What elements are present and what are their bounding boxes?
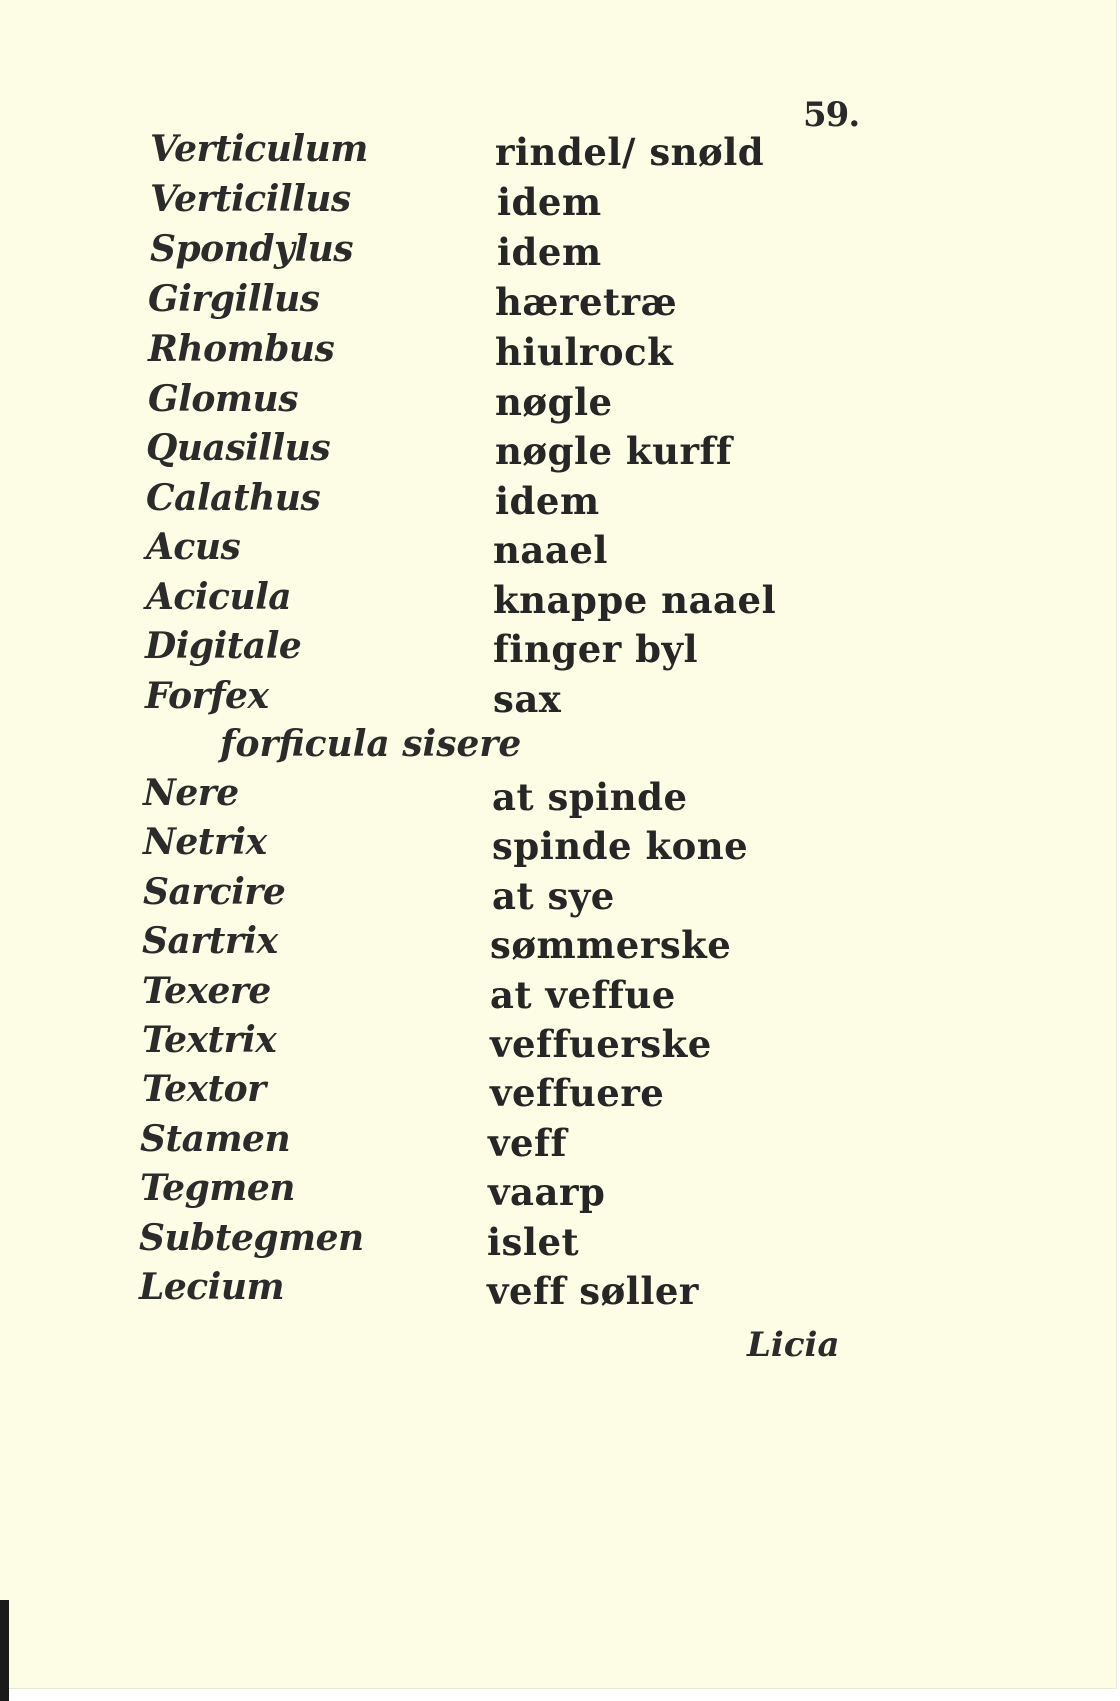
catchword: Licia [747,1325,840,1365]
latin-term: Sarcire [143,871,286,913]
latin-term: Subtegmen [139,1217,364,1259]
latin-term: Calathus [146,477,321,519]
danish-term: veffuerske [490,1022,712,1066]
page-number: 59. [803,95,860,135]
latin-term: Tegmen [140,1167,295,1209]
danish-term: idem [495,479,600,523]
danish-term: at veffue [490,973,676,1017]
latin-term: Spondylus [150,228,354,270]
danish-term: islet [487,1220,580,1264]
danish-term: hæretræ [495,280,678,324]
sub-entry: forficula sisere [220,723,522,765]
latin-term: Girgillus [148,278,320,320]
latin-term: Textor [142,1068,266,1110]
danish-term: idem [497,180,602,224]
danish-term: finger byl [493,627,699,671]
danish-term: idem [497,230,602,274]
latin-term: Nere [143,772,239,814]
danish-term: veffuere [490,1071,665,1115]
danish-term: at sye [492,874,615,918]
danish-term: spinde kone [492,824,749,868]
page-edge-shadow [0,1600,9,1701]
danish-term: sømmerske [490,923,732,967]
danish-term: knappe naael [493,578,777,622]
latin-term: Verticillus [150,178,351,220]
danish-term: sax [493,677,562,721]
latin-term: Acicula [146,576,292,618]
latin-term: Rhombus [148,328,335,370]
danish-term: nøgle [495,380,613,424]
danish-term: veff søller [487,1269,699,1313]
latin-term: Digitale [145,625,302,667]
danish-term: rindel/ snøld [495,130,765,174]
latin-term: Glomus [148,378,298,420]
danish-term: naael [493,528,608,572]
latin-term: Lecium [139,1266,285,1308]
latin-term: Netrix [143,821,267,863]
latin-term: Sartrix [142,920,278,962]
danish-term: hiulrock [495,330,674,374]
latin-term: Quasillus [146,427,331,469]
latin-term: Texere [142,970,271,1012]
latin-term: Forfex [145,675,269,717]
danish-term: nøgle kurff [495,429,733,473]
danish-term: vaarp [488,1170,606,1214]
latin-term: Textrix [142,1019,277,1061]
latin-term: Verticulum [150,128,368,170]
latin-term: Stamen [140,1118,291,1160]
danish-term: veff [488,1121,567,1165]
danish-term: at spinde [492,775,688,819]
latin-term: Acus [146,526,241,568]
